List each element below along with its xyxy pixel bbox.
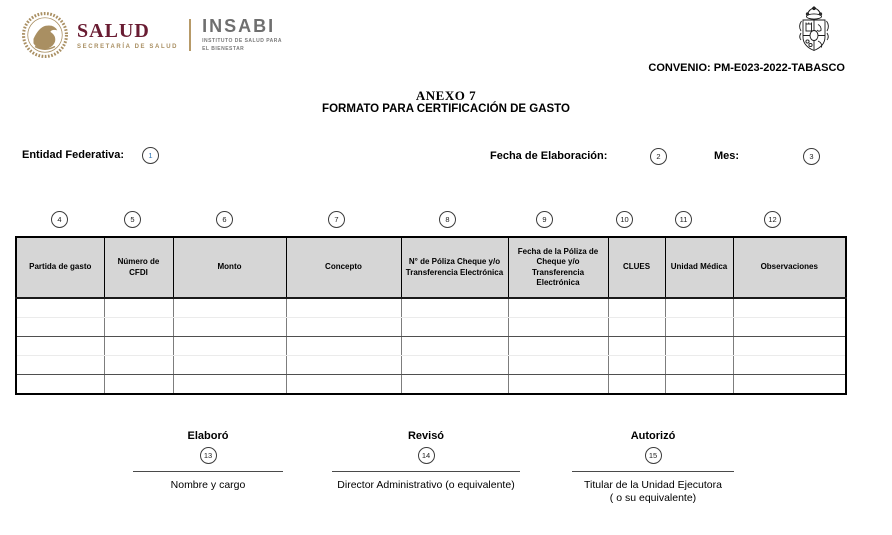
signature-line [572, 471, 734, 472]
gasto-table [15, 236, 847, 395]
signature-block-elaboro [133, 430, 283, 492]
table-row [16, 356, 846, 375]
signature-line [133, 471, 283, 472]
insabi-wordmark [202, 17, 282, 53]
table-cell [104, 337, 173, 356]
table-row [16, 337, 846, 356]
table-cell [608, 318, 665, 337]
table-row [16, 298, 846, 318]
table-cell [286, 298, 401, 318]
table-cell [733, 337, 846, 356]
col-header-poliza: N° de Póliza Cheque y/o Transferencia Electrónica [401, 237, 508, 298]
autorizo-caption-line2: ( o su equivalente) [609, 492, 697, 505]
ref-circle-6: 6 [216, 211, 233, 228]
ref-circle-12: 12 [764, 211, 781, 228]
col-header-cfdi: Número de CFDI [104, 237, 173, 298]
insabi-subtitle-line1: INSTITUTO DE SALUD PARA [202, 38, 283, 44]
gasto-table-body [16, 298, 846, 394]
table-cell [608, 337, 665, 356]
table-cell [286, 375, 401, 395]
table-cell [401, 337, 508, 356]
table-cell [104, 375, 173, 395]
autorizo-caption [572, 479, 734, 505]
table-cell [401, 356, 508, 375]
reviso-caption: Director Administrativo (o equivalente) [337, 479, 515, 491]
insabi-title: INSABI [202, 16, 276, 36]
form-title: FORMATO PARA CERTIFICACIÓN DE GASTO [322, 103, 570, 115]
table-row [16, 375, 846, 395]
signature-block-autorizo [572, 430, 734, 505]
ref-circle-7: 7 [328, 211, 345, 228]
autorizo-caption-line1: Titular de la Unidad Ejecutora [584, 479, 722, 491]
table-cell [16, 356, 104, 375]
table-cell [508, 318, 608, 337]
table-header-row [16, 237, 846, 298]
fecha-elaboracion-label: Fecha de Elaboración: [490, 150, 608, 162]
table-cell [608, 375, 665, 395]
entidad-federativa-label: Entidad Federativa: [22, 149, 125, 161]
table-cell [608, 356, 665, 375]
signature-block-reviso [332, 430, 520, 492]
ref-circle-10: 10 [616, 211, 633, 228]
table-cell [665, 337, 733, 356]
col-header-concepto: Concepto [286, 237, 401, 298]
ref-circle-1: 1 [142, 147, 159, 164]
ref-circle-15: 15 [645, 447, 662, 464]
col-header-monto: Monto [173, 237, 286, 298]
col-header-observaciones: Observaciones [733, 237, 846, 298]
table-cell [665, 356, 733, 375]
table-cell [286, 356, 401, 375]
ref-circle-3: 3 [803, 148, 820, 165]
ref-circle-5: 5 [124, 211, 141, 228]
col-header-unidad-medica: Unidad Médica [665, 237, 733, 298]
table-cell [173, 375, 286, 395]
ref-circle-8: 8 [439, 211, 456, 228]
logo-divider [189, 19, 191, 51]
table-cell [16, 318, 104, 337]
table-cell [173, 318, 286, 337]
ref-circle-9: 9 [536, 211, 553, 228]
tabasco-coat-of-arms-icon [795, 5, 833, 57]
table-cell [286, 337, 401, 356]
table-cell [401, 318, 508, 337]
elaboro-caption: Nombre y cargo [170, 479, 246, 491]
table-cell [104, 298, 173, 318]
table-cell [16, 337, 104, 356]
mes-label: Mes: [714, 150, 740, 162]
ref-circle-14: 14 [418, 447, 435, 464]
salud-insabi-logo [22, 12, 282, 58]
salud-eagle-seal-icon [22, 12, 68, 58]
table-cell [508, 298, 608, 318]
table-cell [401, 298, 508, 318]
table-cell [665, 318, 733, 337]
ref-circle-4: 4 [51, 211, 68, 228]
salud-wordmark [77, 21, 178, 50]
table-cell [665, 375, 733, 395]
table-cell [508, 375, 608, 395]
table-cell [608, 298, 665, 318]
elaboro-title: Elaboró [187, 430, 229, 442]
insabi-subtitle-line2: EL BIENESTAR [202, 45, 245, 52]
convenio-number: CONVENIO: PM-E023-2022-TABASCO [648, 62, 845, 74]
table-cell [286, 318, 401, 337]
table-cell [104, 318, 173, 337]
ref-circle-13: 13 [200, 447, 217, 464]
table-cell [665, 298, 733, 318]
salud-title: SALUD [77, 19, 150, 42]
table-cell [508, 356, 608, 375]
table-cell [401, 375, 508, 395]
table-cell [508, 337, 608, 356]
ref-circle-11: 11 [675, 211, 692, 228]
table-cell [16, 375, 104, 395]
table-cell [733, 318, 846, 337]
col-header-fecha-poliza: Fecha de la Póliza de Cheque y/o Transferencia Electrónica [508, 237, 608, 298]
table-row [16, 318, 846, 337]
table-cell [173, 356, 286, 375]
autorizo-title: Autorizó [630, 430, 676, 442]
signature-line [332, 471, 520, 472]
table-cell [104, 356, 173, 375]
table-cell [173, 337, 286, 356]
salud-subtitle: SECRETARÍA DE SALUD [77, 43, 179, 50]
table-cell [733, 375, 846, 395]
col-header-clues: CLUES [608, 237, 665, 298]
table-cell [733, 298, 846, 318]
ref-circle-2: 2 [650, 148, 667, 165]
col-header-partida: Partida de gasto [16, 237, 104, 298]
insabi-subtitle [202, 38, 282, 53]
annex-title: ANEXO 7 [415, 88, 477, 103]
table-cell [173, 298, 286, 318]
table-cell [733, 356, 846, 375]
table-cell [16, 298, 104, 318]
reviso-title: Revisó [407, 430, 445, 442]
